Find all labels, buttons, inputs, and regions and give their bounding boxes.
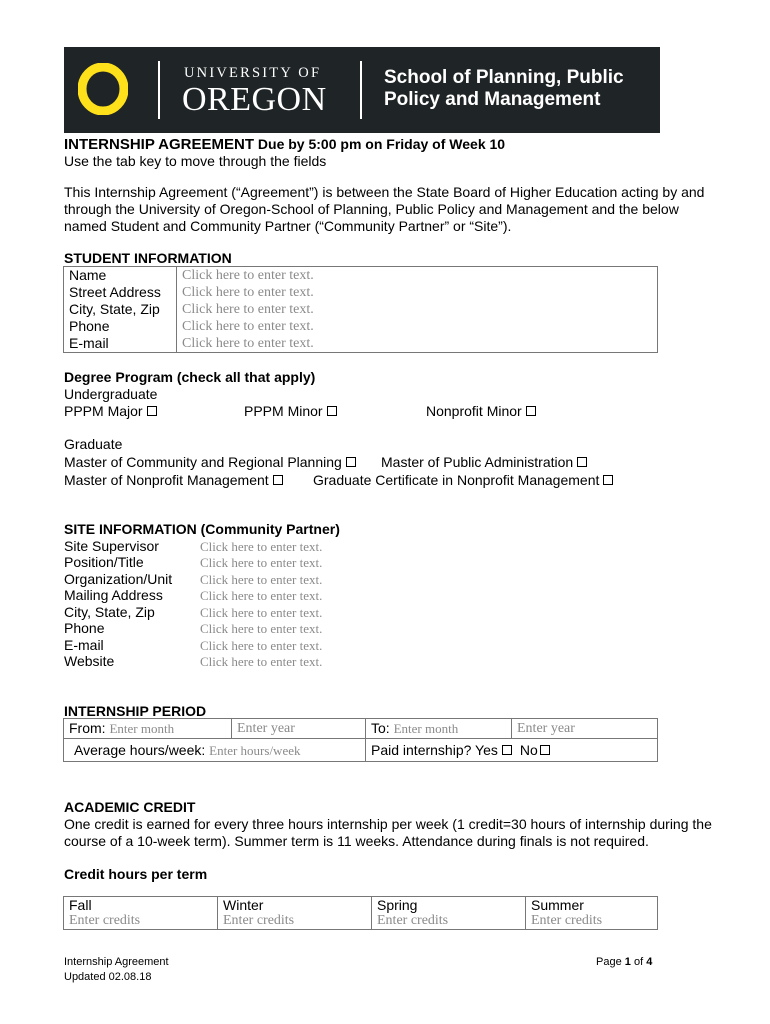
field-label: Name [69,267,107,283]
site-website-input[interactable]: Click here to enter text. [200,654,323,669]
term-fall-label: Fall [64,897,218,914]
uo-o-logo-icon [78,63,128,115]
footer-updated: Updated 02.08.18 [64,971,152,983]
gcnm-option: Graduate Certificate in Nonprofit Management [313,472,613,488]
academic-credit-text-2: course of a 10-week term). Summer term is 11 weeks. Attendance during finals is not required. [64,833,649,849]
term-spring-label: Spring [372,897,526,914]
field-label: E-mail [69,335,109,351]
field-label: Position/Title [64,554,144,570]
intro-line-1: This Internship Agreement (“Agreement”) is between the State Board of Higher Education acting by and [64,184,705,200]
gcnm-checkbox[interactable] [603,475,613,485]
from-month-input[interactable]: Enter month [109,721,175,736]
degree-heading: Degree Program (check all that apply) [64,369,316,385]
table-row [64,267,658,285]
field-label: City, State, Zip [64,604,155,620]
divider [158,61,160,119]
header-banner [64,47,660,133]
fall-credits-input[interactable]: Enter credits [64,913,218,930]
pppm-major-option: PPPM Major [64,403,157,419]
hours-input[interactable]: Enter hours/week [209,742,301,758]
table-row [64,335,658,353]
school-name: School of Planning, Public Policy and Management [384,67,624,110]
graduate-label: Graduate [64,436,123,452]
mpa-option: Master of Public Administration [381,454,587,470]
site-phone-input[interactable]: Click here to enter text. [200,621,323,636]
field-label: Organization/Unit [64,571,173,587]
spring-credits-input[interactable]: Enter credits [372,913,526,930]
field-label: Phone [69,318,110,334]
field-label: Mailing Address [64,587,163,603]
site-address-input[interactable]: Click here to enter text. [200,588,323,603]
divider [360,61,362,119]
mcrp-checkbox[interactable] [346,457,356,467]
field-label: Site Supervisor [64,538,159,554]
table-row [64,913,658,930]
paid-no-checkbox[interactable] [540,745,550,755]
footer-page-number: Page 1 of 4 [596,956,653,968]
table-row [64,897,658,914]
paid-no-label: No [519,742,538,758]
table-row [64,739,658,762]
university-name-bottom: OREGON [182,81,327,118]
site-city-input[interactable]: Click here to enter text. [200,605,323,620]
site-organization-input[interactable]: Click here to enter text. [200,572,323,587]
student-name-input[interactable]: Click here to enter text. [177,267,658,285]
table-row [64,301,658,318]
university-name-top: UNIVERSITY OF [184,65,322,81]
intro-line-2: through the University of Oregon-School of Planning, Public Policy and Management and the below [64,201,679,217]
mcrp-option: Master of Community and Regional Planning [64,454,356,470]
hours-label: Average hours/week: [74,741,206,758]
student-email-input[interactable]: Click here to enter text. [177,335,658,353]
credit-hours-heading: Credit hours per term [64,866,208,882]
pppm-minor-option: PPPM Minor [244,403,337,419]
site-email-input[interactable]: Click here to enter text. [200,638,323,653]
term-summer-label: Summer [526,897,658,914]
paid-yes-label: Yes [475,742,498,758]
from-year-input[interactable]: Enter year [232,719,366,739]
mnm-option: Master of Nonprofit Management [64,472,283,488]
table-row [64,719,658,739]
table-row [64,318,658,335]
summer-credits-input[interactable]: Enter credits [526,913,658,930]
term-winter-label: Winter [218,897,372,914]
intro-line-3: named Student and Community Partner (“Community Partner” or “Site”). [64,218,512,234]
paid-yes-checkbox[interactable] [502,745,512,755]
undergrad-label: Undergraduate [64,386,158,402]
mnm-checkbox[interactable] [273,475,283,485]
to-label: To: [371,720,390,736]
student-info-heading: STUDENT INFORMATION [64,250,232,266]
mpa-checkbox[interactable] [577,457,587,467]
field-label: Street Address [69,284,161,300]
field-label: Phone [64,620,105,636]
site-position-input[interactable]: Click here to enter text. [200,555,323,570]
table-row [64,284,658,301]
pppm-major-checkbox[interactable] [147,406,157,416]
tab-hint: Use the tab key to move through the fields [64,153,327,169]
field-label: Website [64,653,115,669]
from-label: From: [69,720,106,736]
pppm-minor-checkbox[interactable] [327,406,337,416]
site-supervisor-input[interactable]: Click here to enter text. [200,539,323,554]
student-phone-input[interactable]: Click here to enter text. [177,318,658,335]
footer-doc-name: Internship Agreement [64,956,169,968]
to-month-input[interactable]: Enter month [393,721,459,736]
paid-label: Paid internship? [371,742,472,758]
site-info-heading: SITE INFORMATION (Community Partner) [64,521,340,537]
student-street-input[interactable]: Click here to enter text. [177,284,658,301]
nonprofit-minor-option: Nonprofit Minor [426,403,536,419]
student-info-table [63,266,658,353]
academic-credit-heading: ACADEMIC CREDIT [64,799,196,815]
credit-hours-table [63,896,658,930]
site-info-fields [64,538,624,678]
page-title: INTERNSHIP AGREEMENT Due by 5:00 pm on Friday of Week 10 [64,136,506,153]
to-year-input[interactable]: Enter year [512,719,658,739]
winter-credits-input[interactable]: Enter credits [218,913,372,930]
nonprofit-minor-checkbox[interactable] [526,406,536,416]
internship-period-heading: INTERNSHIP PERIOD [64,703,207,719]
internship-period-table [63,718,658,762]
academic-credit-text-1: One credit is earned for every three hours internship per week (1 credit=30 hours of internship during the [64,816,712,832]
field-label: City, State, Zip [69,301,160,317]
student-city-input[interactable]: Click here to enter text. [177,301,658,318]
field-label: E-mail [64,637,104,653]
